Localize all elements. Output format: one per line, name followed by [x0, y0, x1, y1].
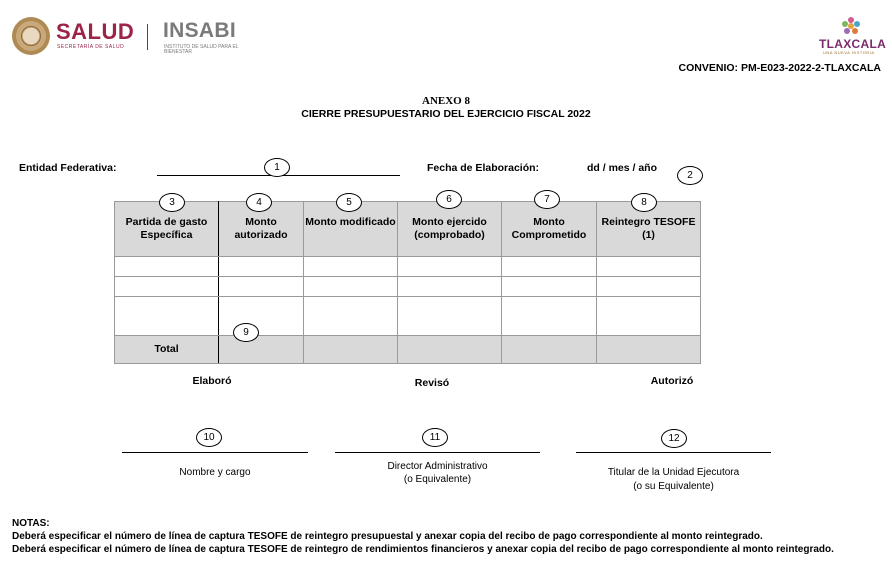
header-monto-ejercido: Monto ejercido (comprobado)	[398, 202, 502, 257]
table-total-row	[115, 336, 701, 364]
marker-9: 9	[233, 323, 259, 342]
insabi-logo-text: INSABI	[163, 19, 236, 42]
elaboro-label: Elaboró	[192, 375, 232, 387]
document-title: CIERRE PRESUPUESTARIO DEL EJERCICIO FISCAL 2022	[301, 108, 591, 120]
table-row	[115, 297, 701, 336]
header-monto-autorizado: Monto autorizado	[219, 202, 304, 257]
reviso-signature-line	[335, 452, 540, 453]
salud-logo-subtitle: SECRETARÍA DE SALUD	[57, 44, 125, 50]
table-row	[115, 257, 701, 277]
convenio-number: CONVENIO: PM-E023-2022-2-TLAXCALA	[678, 62, 881, 74]
notes-title: NOTAS:	[12, 518, 50, 529]
fecha-format: dd / mes / año	[587, 162, 658, 174]
marker-6: 6	[436, 190, 462, 209]
marker-11: 11	[422, 428, 448, 447]
total-label: Total	[115, 336, 219, 364]
tlaxcala-flower-icon	[840, 16, 862, 36]
autorizo-caption-1: Titular de la Unidad Ejecutora	[607, 467, 740, 478]
autorizo-label: Autorizó	[650, 375, 694, 387]
marker-5: 5	[336, 193, 362, 212]
logo-separator	[147, 24, 148, 50]
entidad-label: Entidad Federativa:	[19, 162, 117, 174]
header-reintegro: Reintegro TESOFE (1)	[597, 202, 701, 257]
header-monto-modificado: Monto modificado	[304, 202, 398, 257]
salud-logo-text: SALUD	[56, 19, 135, 44]
notes-section	[12, 517, 834, 556]
marker-12: 12	[661, 429, 687, 448]
marker-3: 3	[159, 193, 185, 212]
autorizo-signature-line	[576, 452, 771, 453]
header-partida: Partida de gasto Específica	[115, 202, 219, 257]
reviso-caption-1: Director Administrativo	[387, 461, 488, 472]
document-annex-title: ANEXO 8	[422, 95, 470, 107]
marker-10: 10	[196, 428, 222, 447]
tlaxcala-logo-subtitle: UNA NUEVA HISTORIA	[823, 50, 875, 55]
note-line-2: Deberá especificar el número de línea de captura TESOFE de reintegro de rendimientos financieros y anexar copia del recibo de pago correspondiente al monto reintegrado.	[12, 544, 834, 555]
marker-7: 7	[534, 190, 560, 209]
table-row	[115, 277, 701, 297]
tlaxcala-logo-text: TLAXCALA	[819, 37, 887, 51]
marker-8: 8	[631, 193, 657, 212]
marker-2: 2	[677, 166, 703, 185]
elaboro-signature-line	[122, 452, 308, 453]
marker-4: 4	[246, 193, 272, 212]
elaboro-caption: Nombre y cargo	[179, 467, 251, 478]
autorizo-caption-2: (o su Equivalente)	[633, 481, 714, 492]
note-line-1: Deberá especificar el número de línea de captura TESOFE de reintegro presupuestal y anexar copia del recibo de pago correspondiente al monto reintegrado.	[12, 531, 763, 542]
government-seal-icon	[12, 17, 50, 55]
table-header-row	[115, 202, 701, 257]
reviso-caption-2: (o Equivalente)	[403, 474, 472, 485]
insabi-logo-subtitle: INSTITUTO DE SALUD PARA EL BIENESTAR	[164, 44, 239, 55]
header-monto-comprometido: Monto Comprometido	[502, 202, 597, 257]
reviso-label: Revisó	[414, 377, 450, 389]
budget-table	[114, 201, 701, 364]
marker-1: 1	[264, 158, 290, 177]
fecha-label: Fecha de Elaboración:	[427, 162, 540, 174]
